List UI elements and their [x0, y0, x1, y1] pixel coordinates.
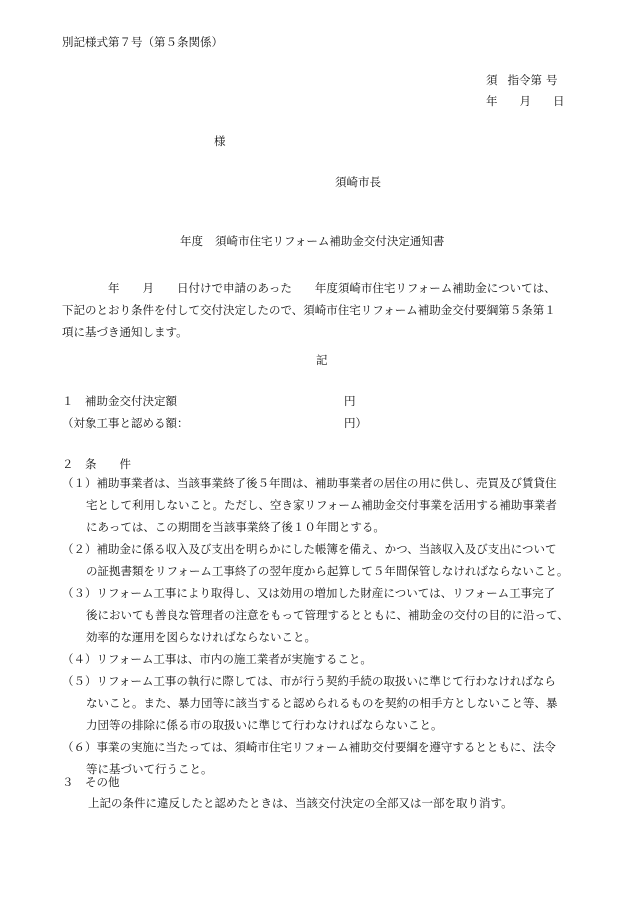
condition-item — [62, 648, 602, 670]
condition-line: の証拠書類をリフォーム工事終了の翌年度から起算して５年間保管しなければならないこと。 — [86, 564, 569, 578]
document-title — [180, 236, 444, 248]
form-id: 別記様式第７号（第５条関係） — [62, 35, 223, 49]
doc-number-middle: 指令第 — [507, 73, 542, 87]
body-line: 年 月 日付けで申請のあった 年度須崎市住宅リフォーム補助金については、 — [62, 281, 556, 295]
target-amount-label: （対象工事と認める額： — [62, 416, 189, 430]
condition-line: 後においても善良な管理者の注意をもって管理するとともに、補助金の交付の目的に沿って、 — [86, 608, 569, 622]
sender: 須崎市長 — [335, 175, 381, 189]
other-heading: ３ その他 — [62, 775, 120, 789]
conditions-list — [62, 472, 602, 780]
document-number — [486, 75, 558, 87]
condition-line: ないこと。また、暴力団等に該当すると認められるものを契約の相手方としないこと等、暴 — [86, 696, 558, 710]
condition-line: （３）リフォーム工事により取得し、又は効用の増加した財産については、リフォーム工事完了 — [62, 586, 556, 600]
conditions-heading: ２ 条 件 — [62, 457, 131, 471]
date-year: 年 — [486, 94, 498, 108]
issue-date — [486, 96, 565, 108]
grant-amount-label: １ 補助金交付決定額 — [62, 394, 177, 408]
condition-line: 効率的な運用を図らなければならないこと。 — [86, 630, 316, 644]
condition-line: （２）補助金に係る収入及び支出を明らかにした帳簿を備え、かつ、当該収入及び支出について — [62, 542, 557, 556]
ki-heading: 記 — [316, 353, 328, 367]
other-body: 上記の条件に違反したと認めたときは、当該交付決定の全部又は一部を取り消す。 — [88, 796, 513, 810]
condition-line: 宅として利用しないこと。ただし、空き家リフォーム補助金交付事業を活用する補助事業者 — [86, 498, 557, 512]
condition-line: にあっては、この期間を当該事業終了後１０年間とする。 — [86, 520, 385, 534]
condition-item — [62, 736, 602, 780]
doc-number-prefix: 須 — [486, 73, 498, 87]
date-day: 日 — [553, 94, 565, 108]
title-main: 須崎市住宅リフォーム補助金交付決定通知書 — [215, 234, 445, 248]
condition-item — [62, 670, 602, 736]
target-amount-unit: 円） — [344, 416, 367, 430]
condition-line: （４）リフォーム工事は、市内の施工業者が実施すること。 — [62, 652, 372, 666]
condition-item — [62, 472, 602, 538]
body-line: 項に基づき通知します。 — [62, 325, 188, 339]
condition-item — [62, 582, 602, 648]
title-prefix: 年度 — [180, 234, 203, 248]
condition-line: （１）補助事業者は、当該事業終了後５年間は、補助事業者の居住の用に供し、売買及び賃貸住 — [62, 476, 557, 490]
condition-line: （５）リフォーム工事の執行に際しては、市が行う契約手続の取扱いに準じて行わなければなら — [62, 674, 556, 688]
grant-amount-unit: 円 — [344, 394, 356, 408]
condition-item — [62, 538, 602, 582]
addressee: 様 — [214, 134, 226, 148]
date-month: 月 — [519, 94, 531, 108]
body-line: 下記のとおり条件を付して交付決定したので、須崎市住宅リフォーム補助金交付要綱第５条第１ — [62, 303, 556, 317]
condition-line: 力団等の排除に係る市の取扱いに準じて行わなければならないこと。 — [86, 718, 443, 732]
body-paragraph — [62, 277, 582, 343]
condition-line: 等に基づいて行うこと。 — [86, 762, 213, 776]
doc-number-suffix: 号 — [546, 73, 558, 87]
condition-line: （６）事業の実施に当たっては、須崎市住宅リフォーム補助交付要綱を遵守するとともに、法令 — [62, 740, 556, 754]
